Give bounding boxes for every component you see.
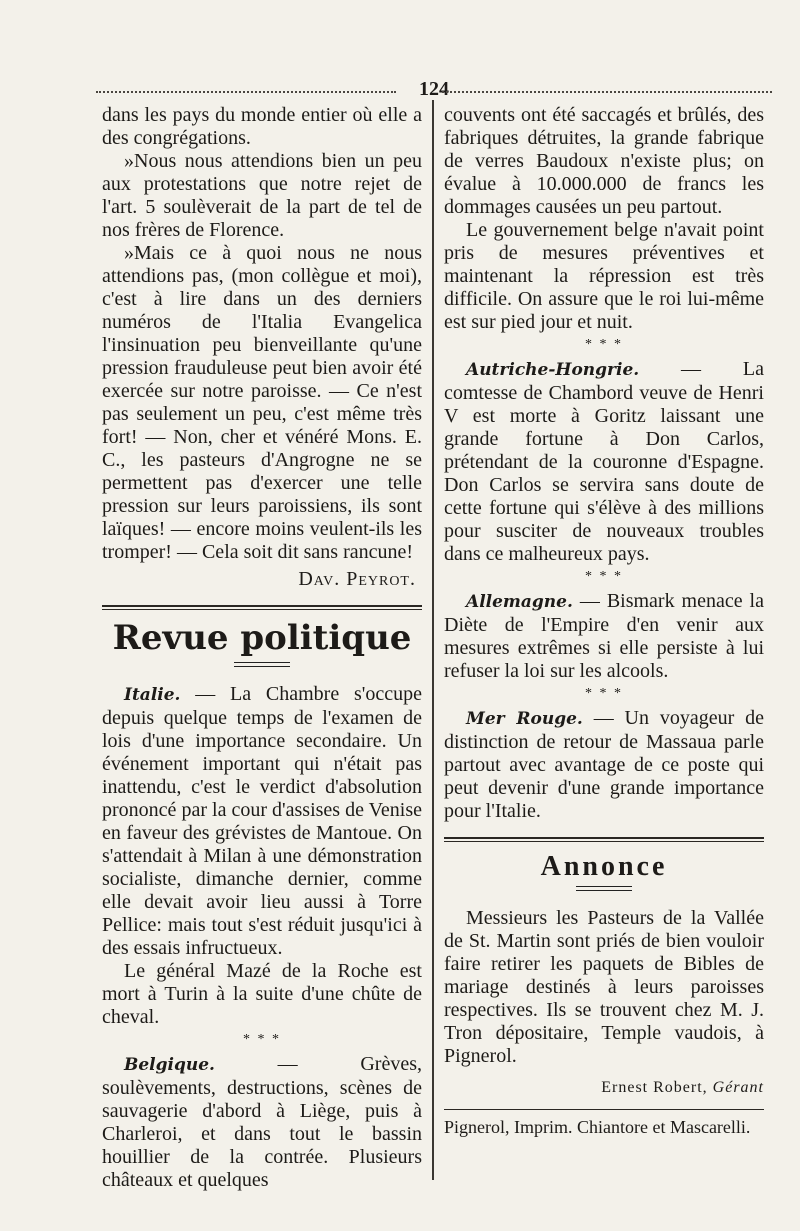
paragraph: Le gouvernement belge n'avait point pris de mesures préventives et maintenant la répression est très difficile. On assure que le roi lui-même est sur pied jour et nuit. bbox=[444, 219, 764, 333]
gerant-line bbox=[444, 1076, 764, 1099]
signature: Dav. Peyrot. bbox=[298, 568, 416, 590]
news-text: — Bismark menace la Diète de l'Empire d'en venir aux mesures extrêmes si elle persiste à lui refuser la loi sur les alcools. bbox=[444, 590, 764, 682]
gerant-name: Ernest Robert, bbox=[601, 1079, 708, 1096]
news-item-italie bbox=[102, 683, 422, 960]
paragraph: dans les pays du monde entier où elle a des congrégations. bbox=[102, 104, 422, 149]
news-text: — La Chambre s'occupe depuis quelque temps de l'examen de lois d'une importance secondaire. Un événement important qui n'était pas inattendu, c'est le verdict d'absolution prononcé par la cour d'assises de Venise en faveur des grévistes de Mantoue. On s'attendait à Milan à une démonstration socialiste, dimanche dernier, comme elle devait avoir lieu aussi à Torre Pellice: mais tout s'est réduit jusqu'ici à des essais infructueux. bbox=[102, 683, 422, 959]
news-item-mer-rouge bbox=[444, 707, 764, 823]
separator-stars: * * * bbox=[585, 337, 623, 352]
country-label: Italie. bbox=[124, 685, 181, 705]
news-item-autriche bbox=[444, 358, 764, 566]
section-divider bbox=[102, 605, 422, 610]
annonce-title: Annonce bbox=[540, 851, 668, 882]
news-text: — Grèves, soulèvements, destructions, scènes de sauvagerie d'abord à Liège, puis à Charleroi, et dans tout le bassin houillier de la contrée. Plusieurs châteaux et quelques bbox=[102, 1053, 422, 1191]
news-item-allemagne bbox=[444, 590, 764, 683]
country-label: Mer Rouge. bbox=[466, 709, 583, 729]
news-text: — La comtesse de Chambord veuve de Henri V est morte à Goritz laissant une grande fortune à Don Carlos, prétendant de la couronne d'Espagne. Don Carlos se servira sans doute de cette fortune qui s'élève à des millions pour susciter de nouveaux troubles dans ce malheureux pays. bbox=[444, 358, 764, 565]
paragraph: couvents ont été saccagés et brûlés, des fabriques détruites, la grande fabrique de verres Baudoux n'existe plus; on évalue à 10.000.000 de francs les dommages causées un peu partout. bbox=[444, 104, 764, 218]
page-number: 124 bbox=[419, 78, 449, 100]
separator-stars: * * * bbox=[243, 1032, 281, 1047]
news-text: — Un voyageur de distinction de retour de Massaua parle partout avec avantage de ce poste qui peut devenir d'une grande importance pour l'Italie. bbox=[444, 707, 764, 822]
section-divider bbox=[444, 837, 764, 842]
gerant-label: Gérant bbox=[712, 1079, 764, 1096]
section-title: Revue politique bbox=[112, 618, 412, 658]
imprint: Pignerol, Imprim. Chiantore et Mascarelli. bbox=[444, 1117, 751, 1137]
title-underline bbox=[234, 662, 290, 667]
paragraph: »Nous nous attendions bien un peu aux protestations que notre rejet de l'art. 5 soulèverait de la part de tel de nos frères de Florence. bbox=[102, 150, 422, 241]
right-column bbox=[444, 104, 764, 1139]
title-underline bbox=[576, 886, 632, 891]
separator-stars: * * * bbox=[585, 686, 623, 701]
footer-rule bbox=[444, 1109, 764, 1110]
country-label: Belgique. bbox=[124, 1055, 215, 1075]
left-column bbox=[102, 104, 422, 1192]
separator-stars: * * * bbox=[585, 569, 623, 584]
page-header bbox=[96, 80, 772, 102]
country-label: Autriche-Hongrie. bbox=[466, 360, 640, 380]
annonce-text: Messieurs les Pasteurs de la Vallée de St. Martin sont priés de bien vouloir faire retirer les paquets de Bibles de mariage destinés à leurs paroisses respectives. Ils se trouvent chez M. J. Tron dépositaire, Temple vaudois, à Pignerol. bbox=[444, 907, 764, 1067]
paragraph: Le général Mazé de la Roche est mort à Turin à la suite d'une chûte de cheval. bbox=[102, 960, 422, 1028]
paragraph: »Mais ce à quoi nous ne nous attendions pas, (mon collègue et moi), c'est à lire dans un des derniers numéros de l'Italia Evangelica l'insinuation peu bienveillante qu'une pression frauduleuse peut bien avoir été exercée sur notre paroisse. — Ce n'est pas seulement un peu, c'est même très fort! — Non, cher et vénéré Mons. E. C., les pasteurs d'Angrogne ne se permettent pas d'exercer une telle pression sur leurs paroissiens, ils sont laïques! — encore moins veulent-ils les tromper! — Cela soit dit sans rancune! bbox=[102, 242, 422, 563]
column-divider bbox=[432, 100, 434, 1180]
news-item-belgique bbox=[102, 1053, 422, 1192]
header-rule-right bbox=[442, 91, 772, 93]
country-label: Allemagne. bbox=[466, 592, 573, 612]
